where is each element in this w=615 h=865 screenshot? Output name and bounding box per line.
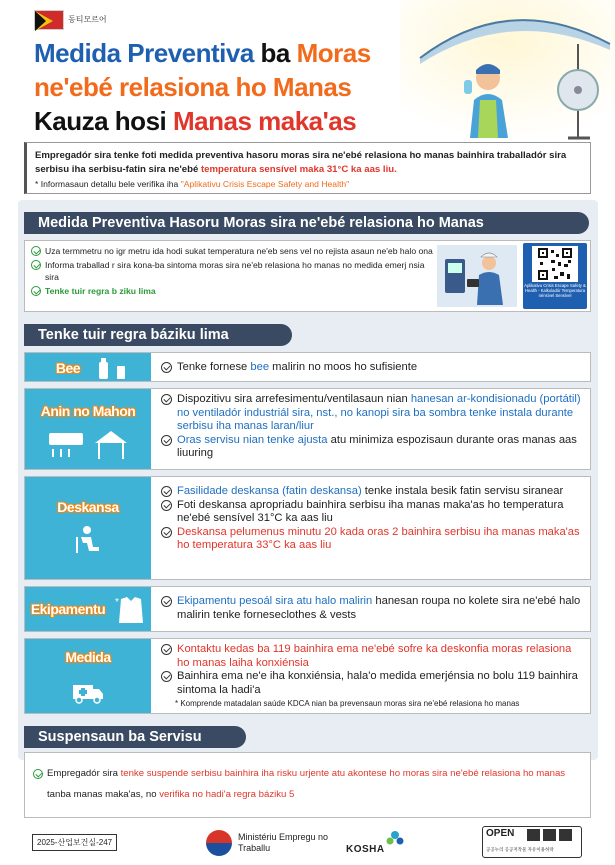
license-icon <box>559 829 572 841</box>
svg-text:*: * <box>115 597 119 608</box>
check-icon <box>31 260 41 270</box>
section-heading-rules: Tenke tuir regra báziku lima <box>24 324 292 346</box>
rule-row-measures <box>24 638 591 714</box>
ministry-logo: Ministériu Empregu no Traballu <box>206 828 346 858</box>
check-icon <box>31 246 41 256</box>
kosha-logo: KOSHA <box>346 830 416 858</box>
water-bottle-icon <box>95 356 135 380</box>
list-item: Informa traballad r sira kona-ba sintoma moras sira ne'eb relasiona ho manas no medida emerj nsia sira <box>31 259 436 283</box>
korea-emblem-icon <box>206 830 232 856</box>
license-icon <box>543 829 556 841</box>
page-title: Medida Preventiva ba Moras ne'ebé relasiona ho Manas Kauza hosi Manas maka'as <box>34 38 371 136</box>
list-item: Bainhira ema ne'e iha konxiénsia, hala'o medida emerjénsia no bolu 119 bainhira sintoma la hadi'a <box>161 670 584 697</box>
rule-label: Bee <box>55 360 81 376</box>
rule-label: Deskansa <box>57 499 119 515</box>
worker-thermometer-illustration <box>437 245 517 307</box>
license-icon <box>527 829 540 841</box>
rule-row-equipment <box>24 586 591 632</box>
preventive-measures-box <box>24 240 591 312</box>
language-label: 동티모르어 <box>68 15 107 24</box>
timor-leste-flag-icon <box>34 10 64 30</box>
check-icon <box>161 596 172 607</box>
rule-row-rest <box>24 476 591 580</box>
check-icon <box>31 286 41 296</box>
list-item: Uza termmetru no igr metru ida hodi sukat temperatura ne'eb sens vel no rejista asaun ne'eb halo ona <box>31 245 436 257</box>
rule-label: Medida <box>65 649 111 665</box>
check-icon <box>161 435 172 446</box>
list-item: Dispozitivu sira arrefesimentu/ventilasaun nian hanesan ar-kondisionadu (portátil) no ventiladór industriál sira, nst., no kanopi sira ba sombra tenke instala durante serbisu iha manas laran/liur <box>161 393 584 434</box>
check-icon <box>161 644 172 655</box>
intro-box: Empregadór sira tenke foti medida preventiva hasoru moras sira ne'ebé relasiona ho manas bainhira traballadór sira serbisu iha serbisu-fatin sira ne'ebé temperatura sensível maka 31°C ka aas liu. * Informasaun detallu bele verifika iha "Aplikativu Crisis Escape Safety and Health" <box>24 142 591 194</box>
cooling-vest-icon <box>117 595 145 625</box>
ambulance-icon <box>71 679 105 703</box>
check-icon <box>161 362 172 373</box>
section-heading-preventive: Medida Preventiva Hasoru Moras sira ne'ebé relasiona ho Manas <box>24 212 589 234</box>
qr-code-panel[interactable]: Aplikativu Crisis Escape Safety & Health - Kalkuladór Temperatura nénsível Sensível <box>523 243 587 309</box>
check-icon <box>161 527 172 538</box>
resting-person-icon <box>75 525 101 555</box>
list-item: Ekipamentu pesoál sira atu halo malirin hanesan roupa no kolete sira ne'ebé halo malirin tenke forneseclothes & vests <box>161 595 584 622</box>
rule-label: Ekipamentu <box>30 601 106 617</box>
kosha-leaf-icon <box>386 830 404 846</box>
list-item: Deskansa pelumenus minutu 20 kada oras 2 bainhira serbisu iha manas maka'as ho temperatura 33°C ka aas liu <box>161 526 584 553</box>
hero-illustration <box>400 0 615 140</box>
check-icon <box>161 394 172 405</box>
list-item: Fasilidade deskansa (fatin deskansa) tenke instala besik fatin servisu siranear <box>161 485 584 499</box>
section-heading-suspension: Suspensaun ba Servisu <box>24 726 246 748</box>
rule-row-water <box>24 352 591 382</box>
rule-row-wind-shade <box>24 388 591 470</box>
footnote: * Komprende matadalan saúde KDCA nian ba prevensaun moras sira ne'ebé relasiona ho manas <box>175 699 520 708</box>
list-item: Oras servisu nian tenke ajusta atu minimiza espozisaun durante oras manas aas liuuring <box>161 434 584 461</box>
qr-code-icon[interactable] <box>532 246 578 282</box>
aircon-canopy-icon <box>47 429 131 461</box>
check-icon <box>161 486 172 497</box>
suspension-box: Empregadór sira tenke suspende serbisu bainhira iha risku urjente atu akontese ho moras sira ne'ebé relasiona ho manas tanba manas maka'as, no verifika no hadi'a regra báziku 5 <box>24 752 591 818</box>
list-item: Tenke tuir regra b ziku lima <box>31 285 436 297</box>
check-icon <box>161 671 172 682</box>
rule-label: Anin no Mahon <box>40 403 136 419</box>
footer <box>0 822 615 865</box>
list-item: Tenke fornese bee malirin no moos ho sufisiente <box>161 361 584 375</box>
check-icon <box>161 500 172 511</box>
list-item: Foti deskansa apropriadu bainhira serbisu iha manas maka'as ho temperatura ne'ebé sensível 31°C ka aas liu <box>161 499 584 526</box>
list-item: Kontaktu kedas ba 119 bainhira ema ne'ebé sofre ka deskonfia moras relasiona ho manas laiha konxiénsia <box>161 643 584 670</box>
check-icon <box>33 769 43 779</box>
open-license-badge: OPEN 공공누리 공공저작물 자유이용허락 <box>482 826 582 858</box>
document-code: 2025-산업보건실-247 <box>32 834 117 851</box>
